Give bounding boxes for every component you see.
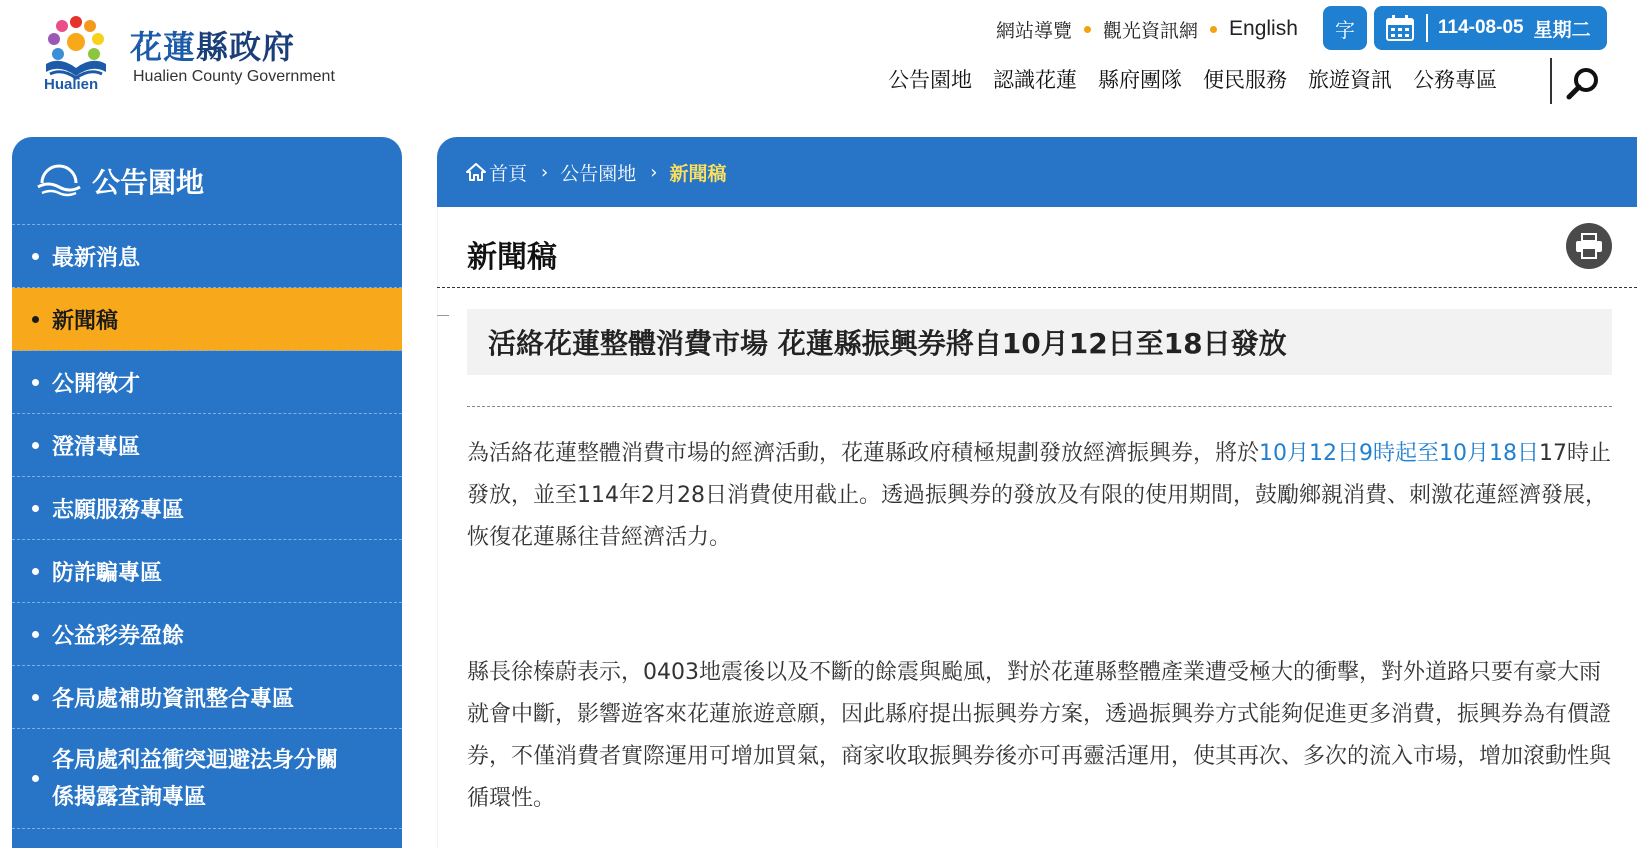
logo-icon[interactable] (40, 12, 112, 96)
sidebar-title-label: 公告園地 (92, 165, 205, 199)
site-name-part1: 花蓮 (130, 28, 197, 66)
sidebar-item-latest-news[interactable] (12, 225, 402, 288)
sidebar-item-volunteer[interactable] (12, 477, 402, 540)
util-link-tourism[interactable]: 觀光資訊網 (1103, 19, 1199, 42)
bullet (32, 316, 39, 323)
sidebar-item-anti-fraud[interactable] (12, 540, 402, 603)
sidebar-title (12, 137, 402, 225)
sidebar-item-press-release[interactable] (12, 288, 402, 351)
bullet (32, 568, 39, 575)
sidebar-item-subsidy-info[interactable] (12, 666, 402, 729)
sidebar-item-conflict-of-interest[interactable] (12, 729, 402, 829)
font-size-button[interactable]: 字 (1323, 6, 1367, 50)
separator-dot (1210, 26, 1217, 33)
main-nav (888, 64, 1518, 94)
article-paragraph-1 (467, 433, 1612, 559)
site-name-en: Hualien County Government (133, 68, 335, 85)
nav-item-announcements[interactable]: 公告園地 (888, 68, 972, 92)
sidebar-item-clarification[interactable] (12, 414, 402, 477)
sidebar-item-label: 澄清專區 (52, 434, 141, 460)
breadcrumb-announcements[interactable]: 公告園地 (560, 162, 637, 185)
print-button[interactable] (1566, 223, 1612, 269)
bullet (32, 379, 39, 386)
weekday-value: 星期二 (1533, 18, 1591, 41)
article-paragraph-2: 縣長徐榛蔚表示，0403地震後以及不斷的餘震與颱風，對於花蓮縣整體產業遭受極大的衝擊，對外道路只要有豪大雨就會中斷，影響遊客來花蓮旅遊意願，因此縣府提出振興券方案，透過振興券方式能夠促進更多消費，振興券為有價證券，不僅消費者實際運用可增加買氣，商家收取振興券後亦可再靈活運用，使其再次、多次的流入市場，增加滾動性與循環性。 (467, 660, 1612, 811)
sidebar (12, 137, 402, 848)
bullet (32, 253, 39, 260)
ocean-wave-icon (36, 161, 82, 201)
date-separator (1426, 14, 1428, 42)
nav-item-official[interactable]: 公務專區 (1413, 68, 1497, 92)
nav-item-services[interactable]: 便民服務 (1203, 68, 1287, 92)
utility-links (996, 16, 1298, 42)
separator-dot (1084, 26, 1091, 33)
article-title: 活絡花蓮整體消費市場 花蓮縣振興券將自10月12日至18日發放 (467, 309, 1612, 375)
breadcrumb-current: 新聞稿 (669, 162, 727, 185)
small-divider (437, 315, 449, 316)
sidebar-item-lottery-surplus[interactable] (12, 603, 402, 666)
sidebar-item-label: 防詐騙專區 (52, 560, 163, 586)
page-title: 新聞稿 (467, 240, 557, 275)
sidebar-item-label: 最新消息 (52, 245, 141, 271)
date-value: 114-08-05 (1438, 17, 1524, 38)
breadcrumb-home[interactable]: 首頁 (489, 162, 528, 185)
sidebar-item-label: 公益彩券盈餘 (52, 623, 185, 649)
site-name[interactable] (130, 22, 295, 68)
bullet (32, 505, 39, 512)
search-icon[interactable] (1566, 66, 1600, 100)
sidebar-item-label: 各局處補助資訊整合專區 (52, 686, 295, 712)
bullet (32, 442, 39, 449)
content-edge (437, 207, 438, 848)
title-divider (437, 287, 1637, 288)
site-name-part2: 縣政府 (196, 28, 296, 66)
sidebar-item-label (52, 742, 338, 816)
nav-item-about[interactable]: 認識花蓮 (993, 68, 1077, 92)
sidebar-item-label: 公開徵才 (52, 371, 141, 397)
paragraph-text: 為活絡花蓮整體消費市場的經濟活動，花蓮縣政府積極規劃發放經濟振興券，將於 (467, 441, 1260, 466)
sidebar-item-label: 志願服務專區 (52, 497, 185, 523)
home-icon[interactable] (466, 163, 486, 181)
label-line-1: 各局處利益衝突迴避法身分關 (52, 747, 339, 773)
util-link-sitemap[interactable]: 網站導覽 (996, 19, 1073, 42)
site-header (0, 0, 1637, 130)
nav-item-team[interactable]: 縣府團隊 (1098, 68, 1182, 92)
bullet (32, 631, 39, 638)
nav-item-travel[interactable]: 旅遊資訊 (1308, 68, 1392, 92)
print-icon (1575, 233, 1603, 259)
date-display[interactable] (1374, 6, 1607, 50)
nav-divider (1550, 58, 1552, 104)
paragraph-text: 17時止發放，並至114年2月28日消費使用截止。透過振興券的發放及有限的使用期間，鼓勵鄉親消費、刺激花蓮經濟發展，恢復花蓮縣往昔經濟活力。 (467, 441, 1611, 550)
util-link-english[interactable]: English (1229, 17, 1298, 40)
logo-label: Hualien (44, 76, 99, 93)
breadcrumb (437, 137, 1637, 207)
chevron-right-icon: › (541, 161, 549, 183)
bullet (32, 694, 39, 701)
sidebar-item-recruitment[interactable] (12, 351, 402, 414)
sidebar-item-label: 新聞稿 (52, 308, 119, 334)
label-line-2: 係揭露查詢專區 (52, 784, 207, 810)
highlighted-dates: 10月12日9時起至10月18日 (1259, 441, 1539, 466)
chevron-right-icon: › (650, 161, 658, 183)
article-divider (467, 406, 1612, 407)
bullet (32, 775, 39, 782)
calendar-icon (1386, 15, 1414, 41)
